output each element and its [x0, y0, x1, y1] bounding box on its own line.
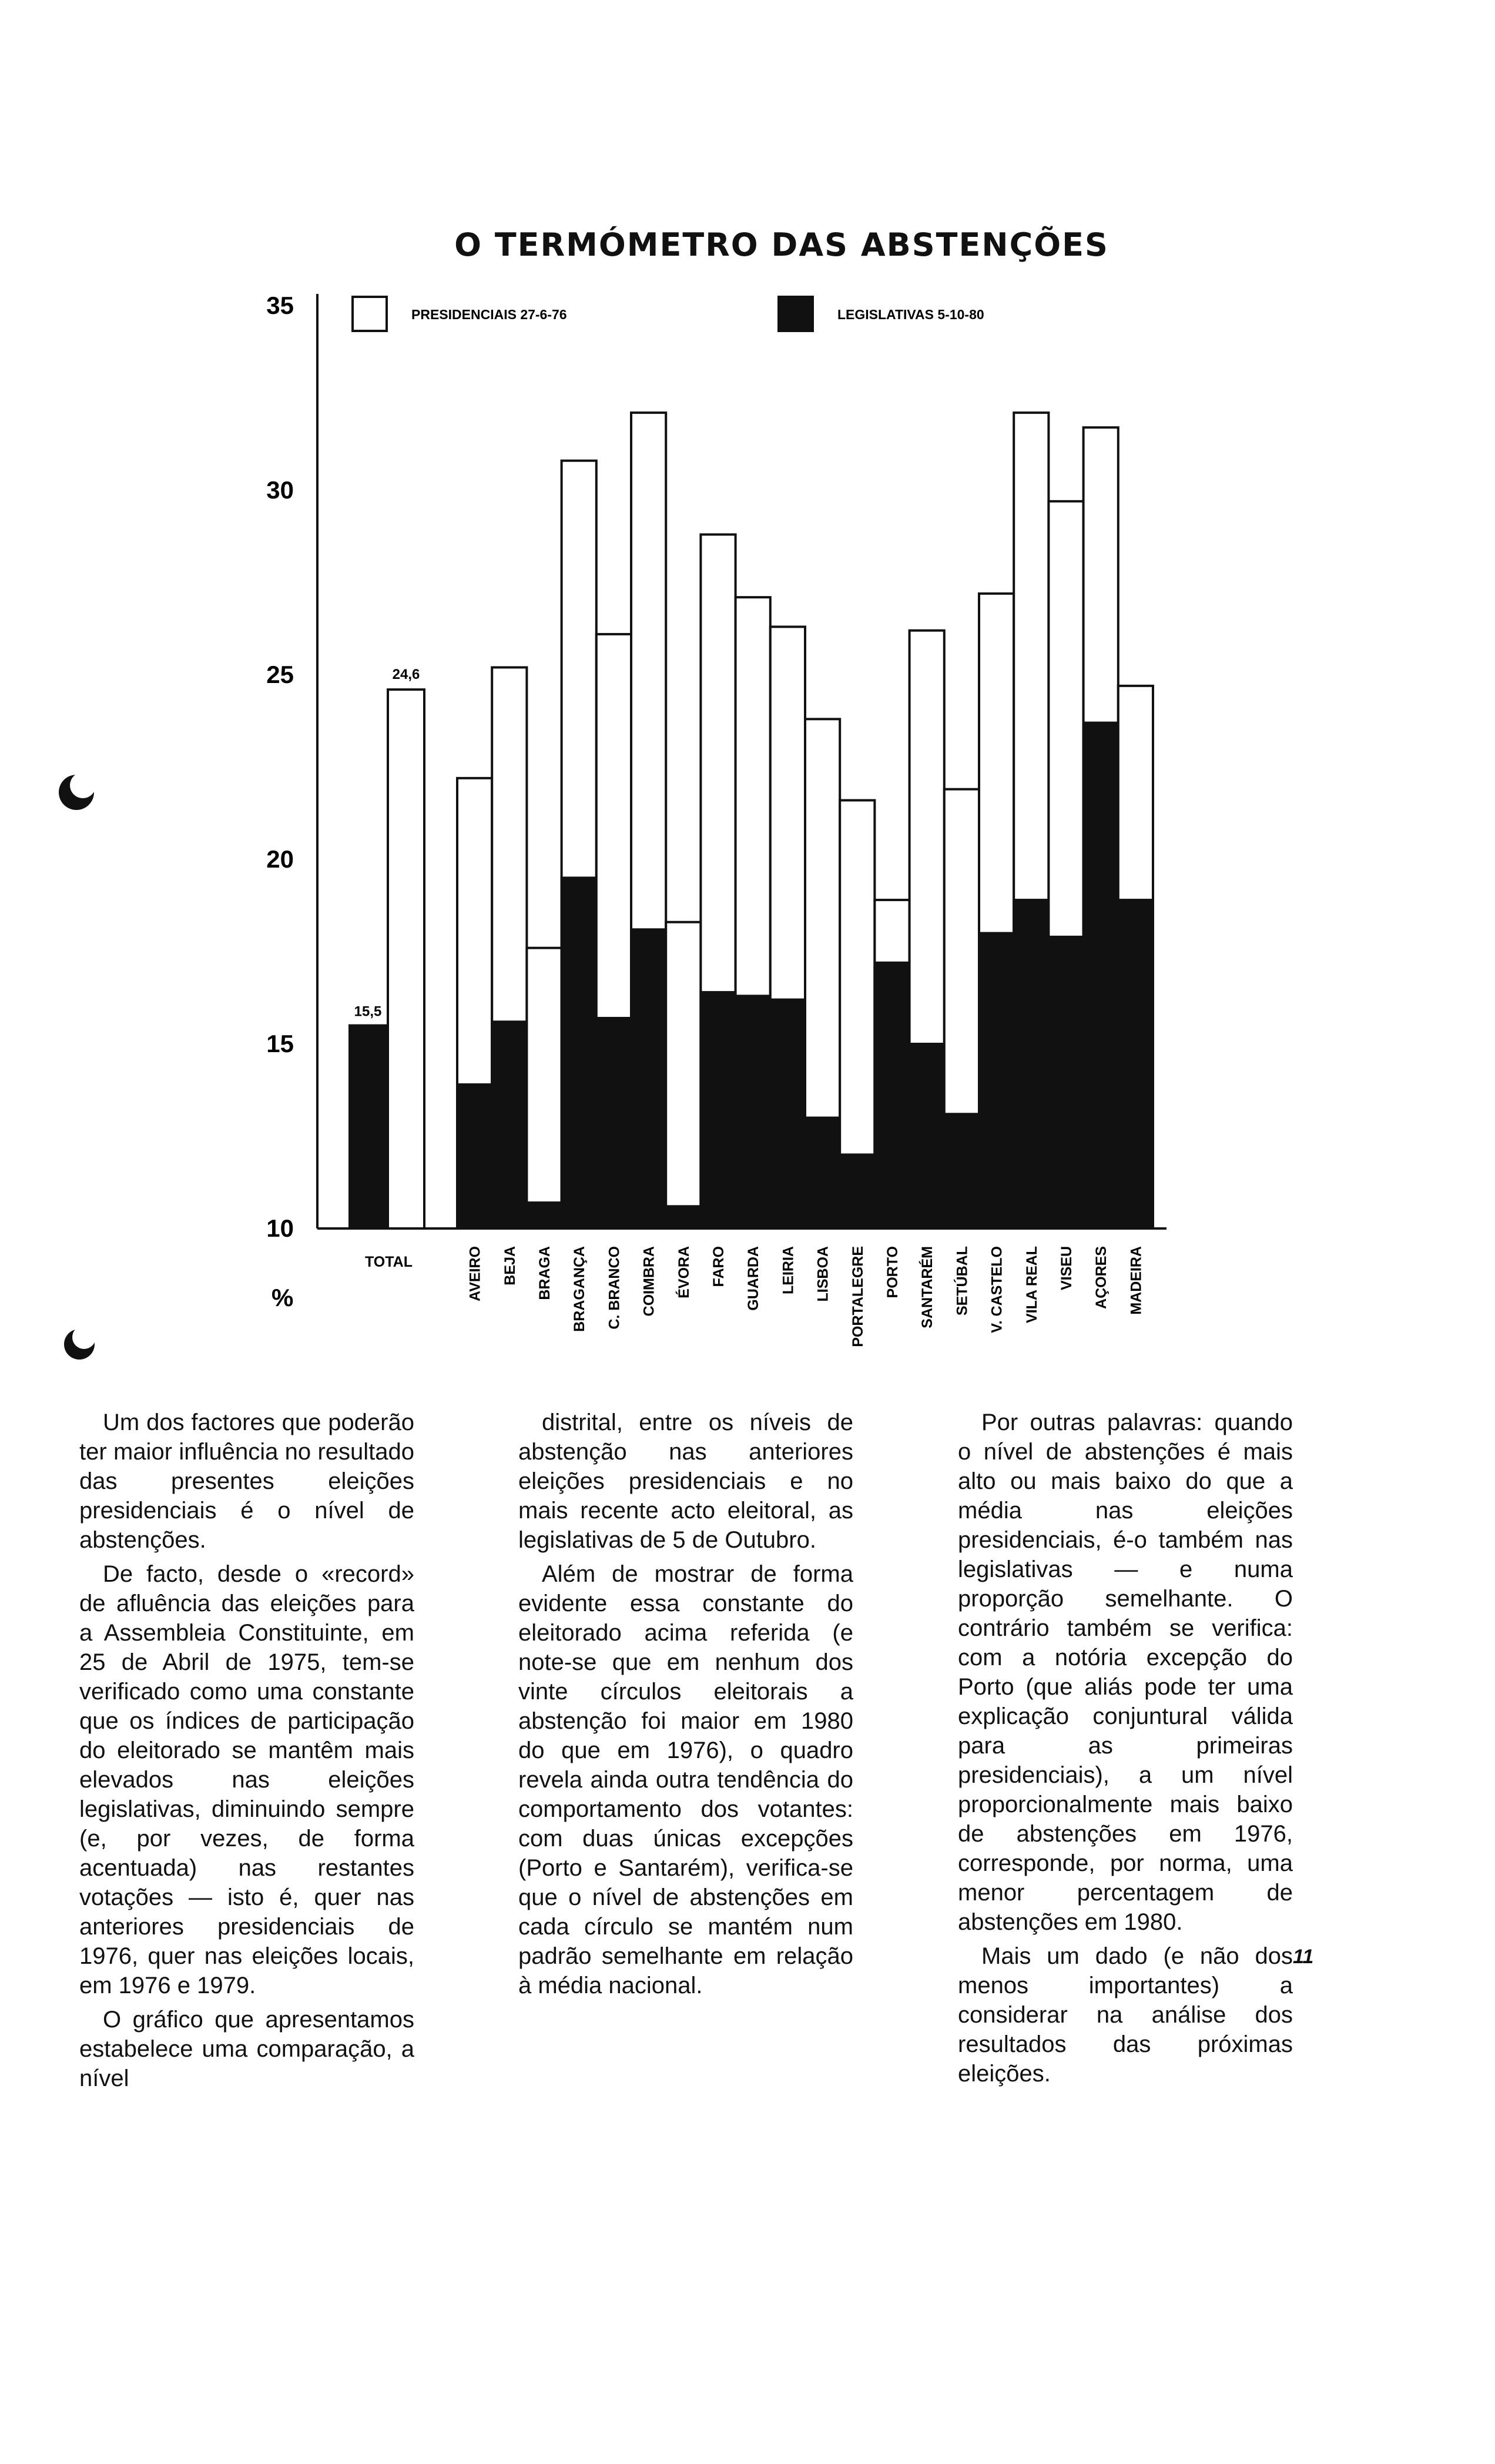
bar-legislativas-coimbra — [631, 929, 666, 1228]
paragraph: De facto, desde o «record» de afluência das eleições para a Assembleia Constituinte, em 25 de Abril de 1975, tem-se verificado como uma constante que os índices de participação do eleitorado se mantêm mais elevados nas eleições legislativas, diminuindo sempre (e, por vezes, de forma acentuada) nas restantes votações — isto é, quer nas anteriores presidenciais de 1976, quer nas eleições locais, em 1976 e 1979. — [79, 1561, 414, 1998]
crescent-mark-icon — [56, 770, 97, 811]
legend-label-legislativas: LEGISLATIVAS 5-10-80 — [837, 307, 984, 322]
legend-swatch-legislativas — [779, 297, 813, 331]
paragraph: distrital, entre os níveis de abstenção nas anteriores eleições presidenciais e no mais recente acto eleitoral, as legislativas de 5 de Outubro. — [518, 1410, 853, 1553]
legend-swatch-presidenciais — [353, 297, 387, 331]
y-tick-label: 10 — [266, 1214, 294, 1242]
crescent-mark-icon — [62, 1325, 97, 1361]
category-label-madeira: MADEIRA — [1128, 1246, 1145, 1315]
category-label-total: TOTAL — [364, 1254, 413, 1270]
category-label-vila-real: VILA REAL — [1023, 1246, 1040, 1324]
bar-legislativas-faro — [700, 992, 735, 1228]
category-label-c-branco: C. BRANCO — [606, 1246, 623, 1330]
data-label-total-legislativas: 15,5 — [354, 1003, 382, 1020]
bar-legislativas-guarda — [736, 996, 770, 1228]
bar-legislativas-leiria — [770, 1000, 805, 1228]
bar-presidenciais--vora — [666, 922, 700, 1228]
y-tick-label: 30 — [266, 476, 294, 504]
bar-legislativas-aveiro — [457, 1084, 492, 1228]
y-tick-label: 15 — [266, 1030, 294, 1057]
y-tick-label: 35 — [266, 292, 294, 319]
bar-legislativas-c-branco — [596, 1018, 631, 1228]
category-label-guarda: GUARDA — [745, 1246, 762, 1311]
y-tick-label: 25 — [266, 661, 294, 688]
page-number: 11 — [1293, 1946, 1314, 1968]
paragraph: Um dos factores que poderão ter maior influência no resultado das presentes eleições presidenciais é o nível de abstenções. — [79, 1410, 414, 1553]
bar-legislativas-viseu — [1048, 937, 1083, 1228]
bar-legislativas-braga — [527, 1203, 561, 1228]
category-label-a-ores: AÇORES — [1093, 1246, 1110, 1309]
category-label-bragan-a: BRAGANÇA — [571, 1246, 588, 1332]
legend-label-presidenciais: PRESIDENCIAIS 27-6-76 — [411, 307, 567, 322]
category-label-aveiro: AVEIRO — [467, 1246, 484, 1301]
y-tick-label: 20 — [266, 845, 294, 873]
category-label-leiria: LEIRIA — [780, 1246, 797, 1294]
bar-presidenciais-braga — [527, 948, 561, 1228]
paragraph: Por outras palavras: quando o nível de abstenções é mais alto ou mais baixo do que a média nas eleições presidenciais, é-o também nas legislativas — e numa proporção semelhante. O contrário também se verifica: com a notória excepção do Porto (que aliás pode ter uma explicação conjuntural válida para as primeiras presidenciais), a um nível proporcionalmente mais baixo de abstenções em 1976, corresponde, por norma, uma menor percentagem de abstenções em 1980. — [958, 1410, 1293, 1935]
bar-legislativas-vila-real — [1014, 900, 1048, 1228]
bar-legislativas-total — [350, 1026, 386, 1228]
bar-legislativas-set-bal — [944, 1114, 979, 1228]
category-label-beja: BEJA — [501, 1246, 518, 1285]
paragraph: Além de mostrar de forma evidente essa constante do eleitorado acima referida (e note-se que em nenhum dos vinte círculos eleitorais a abstenção foi maior em 1980 do que em 1976), o quadro revela ainda outra tendência do comportamento dos votantes: com duas únicas excepções (Porto e Santarém), verifica-se que o nível de abstenções em cada círculo se mantém num padrão semelhante em relação à média nacional. — [518, 1561, 853, 1998]
paragraph: O gráfico que apresentamos estabelece uma comparação, a nível — [79, 2007, 414, 2091]
bar-legislativas-santar-m — [910, 1044, 944, 1228]
category-label-v-castelo: V. CASTELO — [988, 1246, 1005, 1333]
bar-presidenciais-total — [388, 689, 424, 1228]
article-column-2 — [518, 1408, 853, 2005]
chart-title: O TERMÓMETRO DAS ABSTENÇÕES — [454, 226, 1109, 263]
category-label--vora: ÉVORA — [675, 1246, 692, 1298]
paragraph: Mais um dado (e não dos menos importantes) a considerar na análise dos resultados das próximas eleições. — [958, 1943, 1293, 2087]
y-axis-label: % — [271, 1284, 294, 1311]
category-label-faro: FARO — [710, 1246, 727, 1287]
category-label-coimbra: COIMBRA — [641, 1246, 658, 1317]
article-column-3 — [958, 1408, 1293, 2093]
category-label-santar-m: SANTARÉM — [919, 1246, 936, 1328]
bar-legislativas-portalegre — [840, 1154, 874, 1228]
bar-legislativas-madeira — [1118, 900, 1153, 1228]
bar-legislativas-bragan-a — [562, 878, 596, 1228]
category-label-lisboa: LISBOA — [814, 1246, 832, 1302]
category-label-set-bal: SETÚBAL — [954, 1246, 971, 1316]
bar-legislativas--vora — [666, 1206, 700, 1228]
category-label-porto: PORTO — [884, 1246, 901, 1298]
bar-legislativas-v-castelo — [979, 933, 1014, 1228]
bar-legislativas-lisboa — [805, 1118, 840, 1228]
data-label-total-presidenciais: 24,6 — [392, 667, 420, 683]
bar-legislativas-a-ores — [1084, 723, 1118, 1228]
article-column-1 — [79, 1408, 414, 2098]
bar-legislativas-porto — [874, 963, 909, 1228]
category-label-viseu: VISEU — [1058, 1246, 1075, 1291]
bar-legislativas-beja — [492, 1022, 527, 1228]
category-label-portalegre: PORTALEGRE — [849, 1246, 866, 1347]
category-label-braga: BRAGA — [537, 1246, 553, 1300]
